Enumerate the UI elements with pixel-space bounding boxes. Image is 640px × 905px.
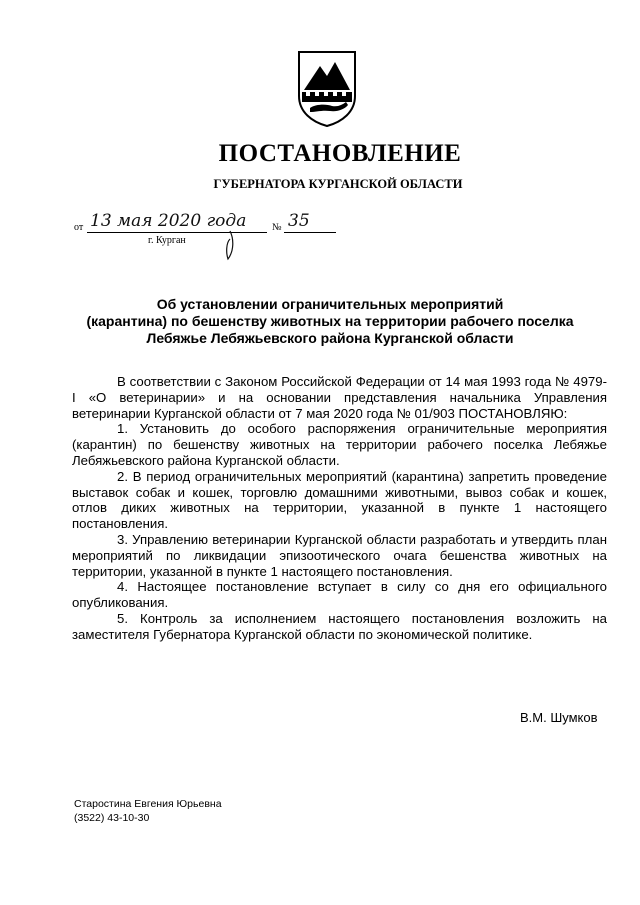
- handwritten-number: 35: [288, 211, 310, 231]
- coat-of-arms-emblem: [296, 50, 358, 128]
- handwriting-stroke: [220, 229, 240, 261]
- date-from-label: от: [74, 222, 84, 233]
- contact-phone: (3522) 43-10-30: [74, 812, 150, 824]
- number-label: №: [272, 222, 282, 233]
- number-underline: [284, 232, 336, 233]
- document-type-heading: ПОСТАНОВЛЕНИЕ: [218, 140, 462, 167]
- document-title-line: Об установлении ограничительных мероприятий: [156, 296, 504, 312]
- handwritten-date: 13 мая 2020 года: [90, 211, 247, 231]
- clause-5: 5. Контроль за исполнением настоящего постановления возложить на заместителя Губернатора Курганской области по экономической политике.: [72, 610, 607, 642]
- contact-block: [74, 797, 222, 825]
- issuer-heading: ГУБЕРНАТОРА КУРГАНСКОЙ ОБЛАСТИ: [213, 177, 463, 191]
- date-underline: [87, 232, 267, 233]
- document-title: [60, 296, 600, 347]
- preamble-paragraph: В соответствии с Законом Российской Федерации от 14 мая 1993 года № 4979-I «О ветеринарии» и на основании представления начальника Управления ветеринарии Курганской области от 7 мая 2020 года № 01/903 ПОСТАНОВЛЯЮ:: [72, 374, 607, 421]
- clause-2: 2. В период ограничительных мероприятий (карантина) запретить проведение выставок собак и кошек, торговлю домашними животными, вывоз собак и кошек, отлов диких животных на территории, указанной в пункте 1 настоящего постановления.: [72, 468, 607, 532]
- clause-4: 4. Настоящее постановление вступает в силу со дня его официального опубликования.: [72, 579, 607, 611]
- document-body: [72, 374, 607, 643]
- clause-3: 3. Управлению ветеринарии Курганской области разработать и утвердить план мероприятий по ликвидации эпизоотического очага бешенства животных на территории, указанной в пункте 1 настоящего постановления.: [72, 531, 607, 579]
- contact-name: Старостина Евгения Юрьевна: [74, 798, 222, 810]
- document-title-line: (карантина) по бешенству животных на территории рабочего поселка: [86, 313, 574, 329]
- document-title-line: Лебяжье Лебяжьевского района Курганской области: [146, 330, 514, 346]
- clause-1: 1. Установить до особого распоряжения ограничительные мероприятия (карантин) по бешенству животных на территории рабочего поселка Лебяжье Лебяжьевского района Курганской области.: [72, 421, 607, 468]
- dateline: [74, 211, 344, 255]
- signature-name: В.М. Шумков: [520, 710, 598, 725]
- city-label: г. Курган: [148, 235, 186, 246]
